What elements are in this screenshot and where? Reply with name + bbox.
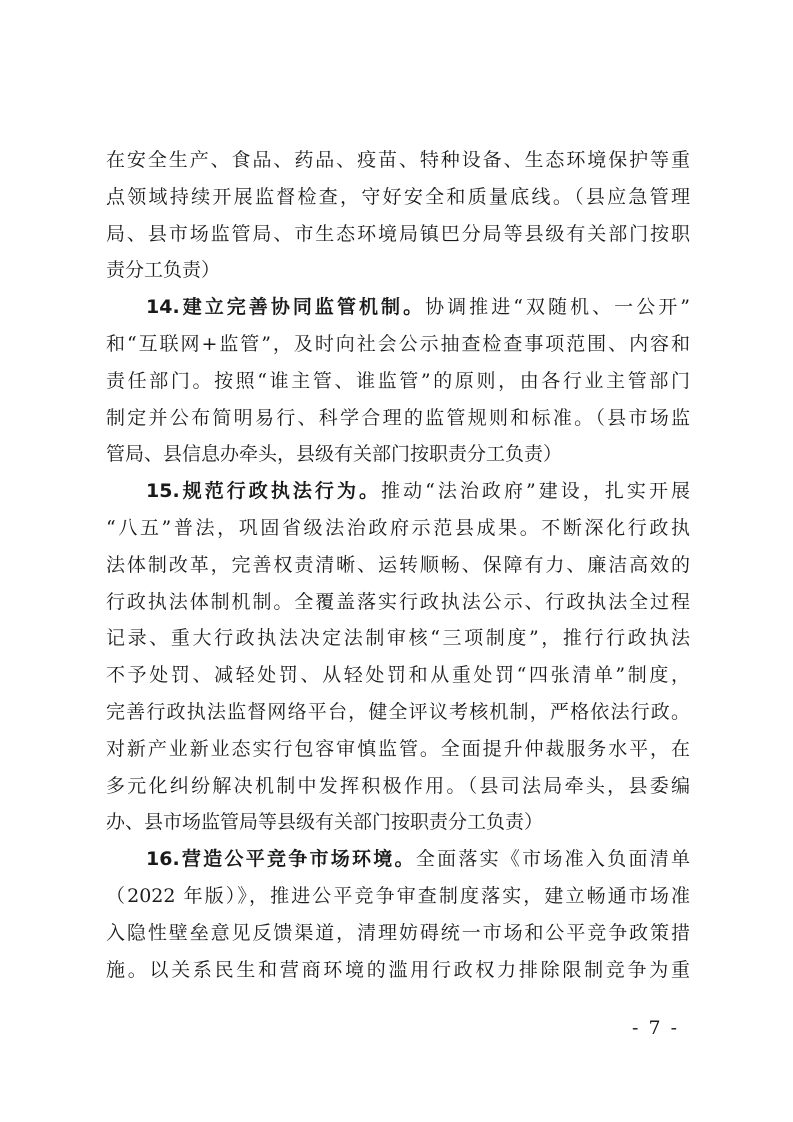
text-span: 协调推进“双随机、一公开” [425,296,690,319]
text-span: 全面落实《市场准入负面清单 [415,848,690,871]
text-line: 责任部门。按照“谁主管、谁监管”的原则，由各行业主管部门 [106,369,690,392]
text-line: 对新产业新业态实行包容审慎监管。全面提升仲裁服务水平，在 [106,737,690,760]
text-line: 行政执法体制机制。全覆盖落实行政执法公示、行政执法全过程 [106,590,690,613]
text-line: 制定并公布简明易行、科学合理的监管规则和标准。（县市场监 [106,406,690,429]
text-line: “八五”普法，巩固省级法治政府示范县成果。不断深化行政执 [106,516,690,539]
text-line: 责分工负责） [106,259,221,282]
section-heading: 16.营造公平竞争市场环境。 [146,848,416,871]
text-line: 完善行政执法监督网络平台，健全评议考核机制，严格依法行政。 [106,700,690,723]
text-line [106,473,690,510]
text-line [106,841,690,878]
text-line: 不予处罚、减轻处罚、从轻处罚和从重处罚“四张清单”制度， [106,664,690,687]
text-line: 记录、重大行政执法决定法制审核“三项制度”，推行行政执法 [106,627,690,650]
text-line: 和“互联网+监管”，及时向社会公示抽查检查事项范围、内容和 [106,332,690,355]
section-heading: 14.建立完善协同监管机制。 [146,296,426,319]
text-line: 法体制改革，完善权责清晰、运转顺畅、保障有力、廉洁高效的 [106,553,690,576]
paragraph [106,142,690,289]
text-line: 施。以关系民生和营商环境的滥用行政权力排除限制竞争为重 [106,958,690,981]
text-line: 点领域持续开展监督检查，守好安全和质量底线。（县应急管理 [106,185,690,208]
text-line: 在安全生产、食品、药品、疫苗、特种设备、生态环境保护等重 [106,149,690,171]
page-number: - 7 - [632,1017,680,1039]
paragraph [106,841,690,988]
text-line: 办、县市场监管局等县级有关部门按职责分工负责） [106,811,544,834]
section-heading: 15.规范行政执法行为。 [146,480,382,503]
paragraph [106,289,690,473]
text-line: 管局、县信息办牵头，县级有关部门按职责分工负责） [106,443,563,466]
text-line [106,289,690,326]
text-span: 推动“法治政府”建设，扎实开展 [381,480,690,503]
text-line: （2022 年版）》，推进公平竞争审查制度落实，建立畅通市场准 [106,884,690,907]
document-body [106,142,690,988]
paragraph [106,473,690,841]
text-line: 多元化纠纷解决机制中发挥积极作用。（县司法局牵头，县委编 [106,774,690,797]
text-line: 局、县市场监管局、市生态环境局镇巴分局等县级有关部门按职 [106,222,690,245]
text-line: 入隐性壁垒意见反馈渠道，清理妨碍统一市场和公平竞争政策措 [106,921,690,944]
